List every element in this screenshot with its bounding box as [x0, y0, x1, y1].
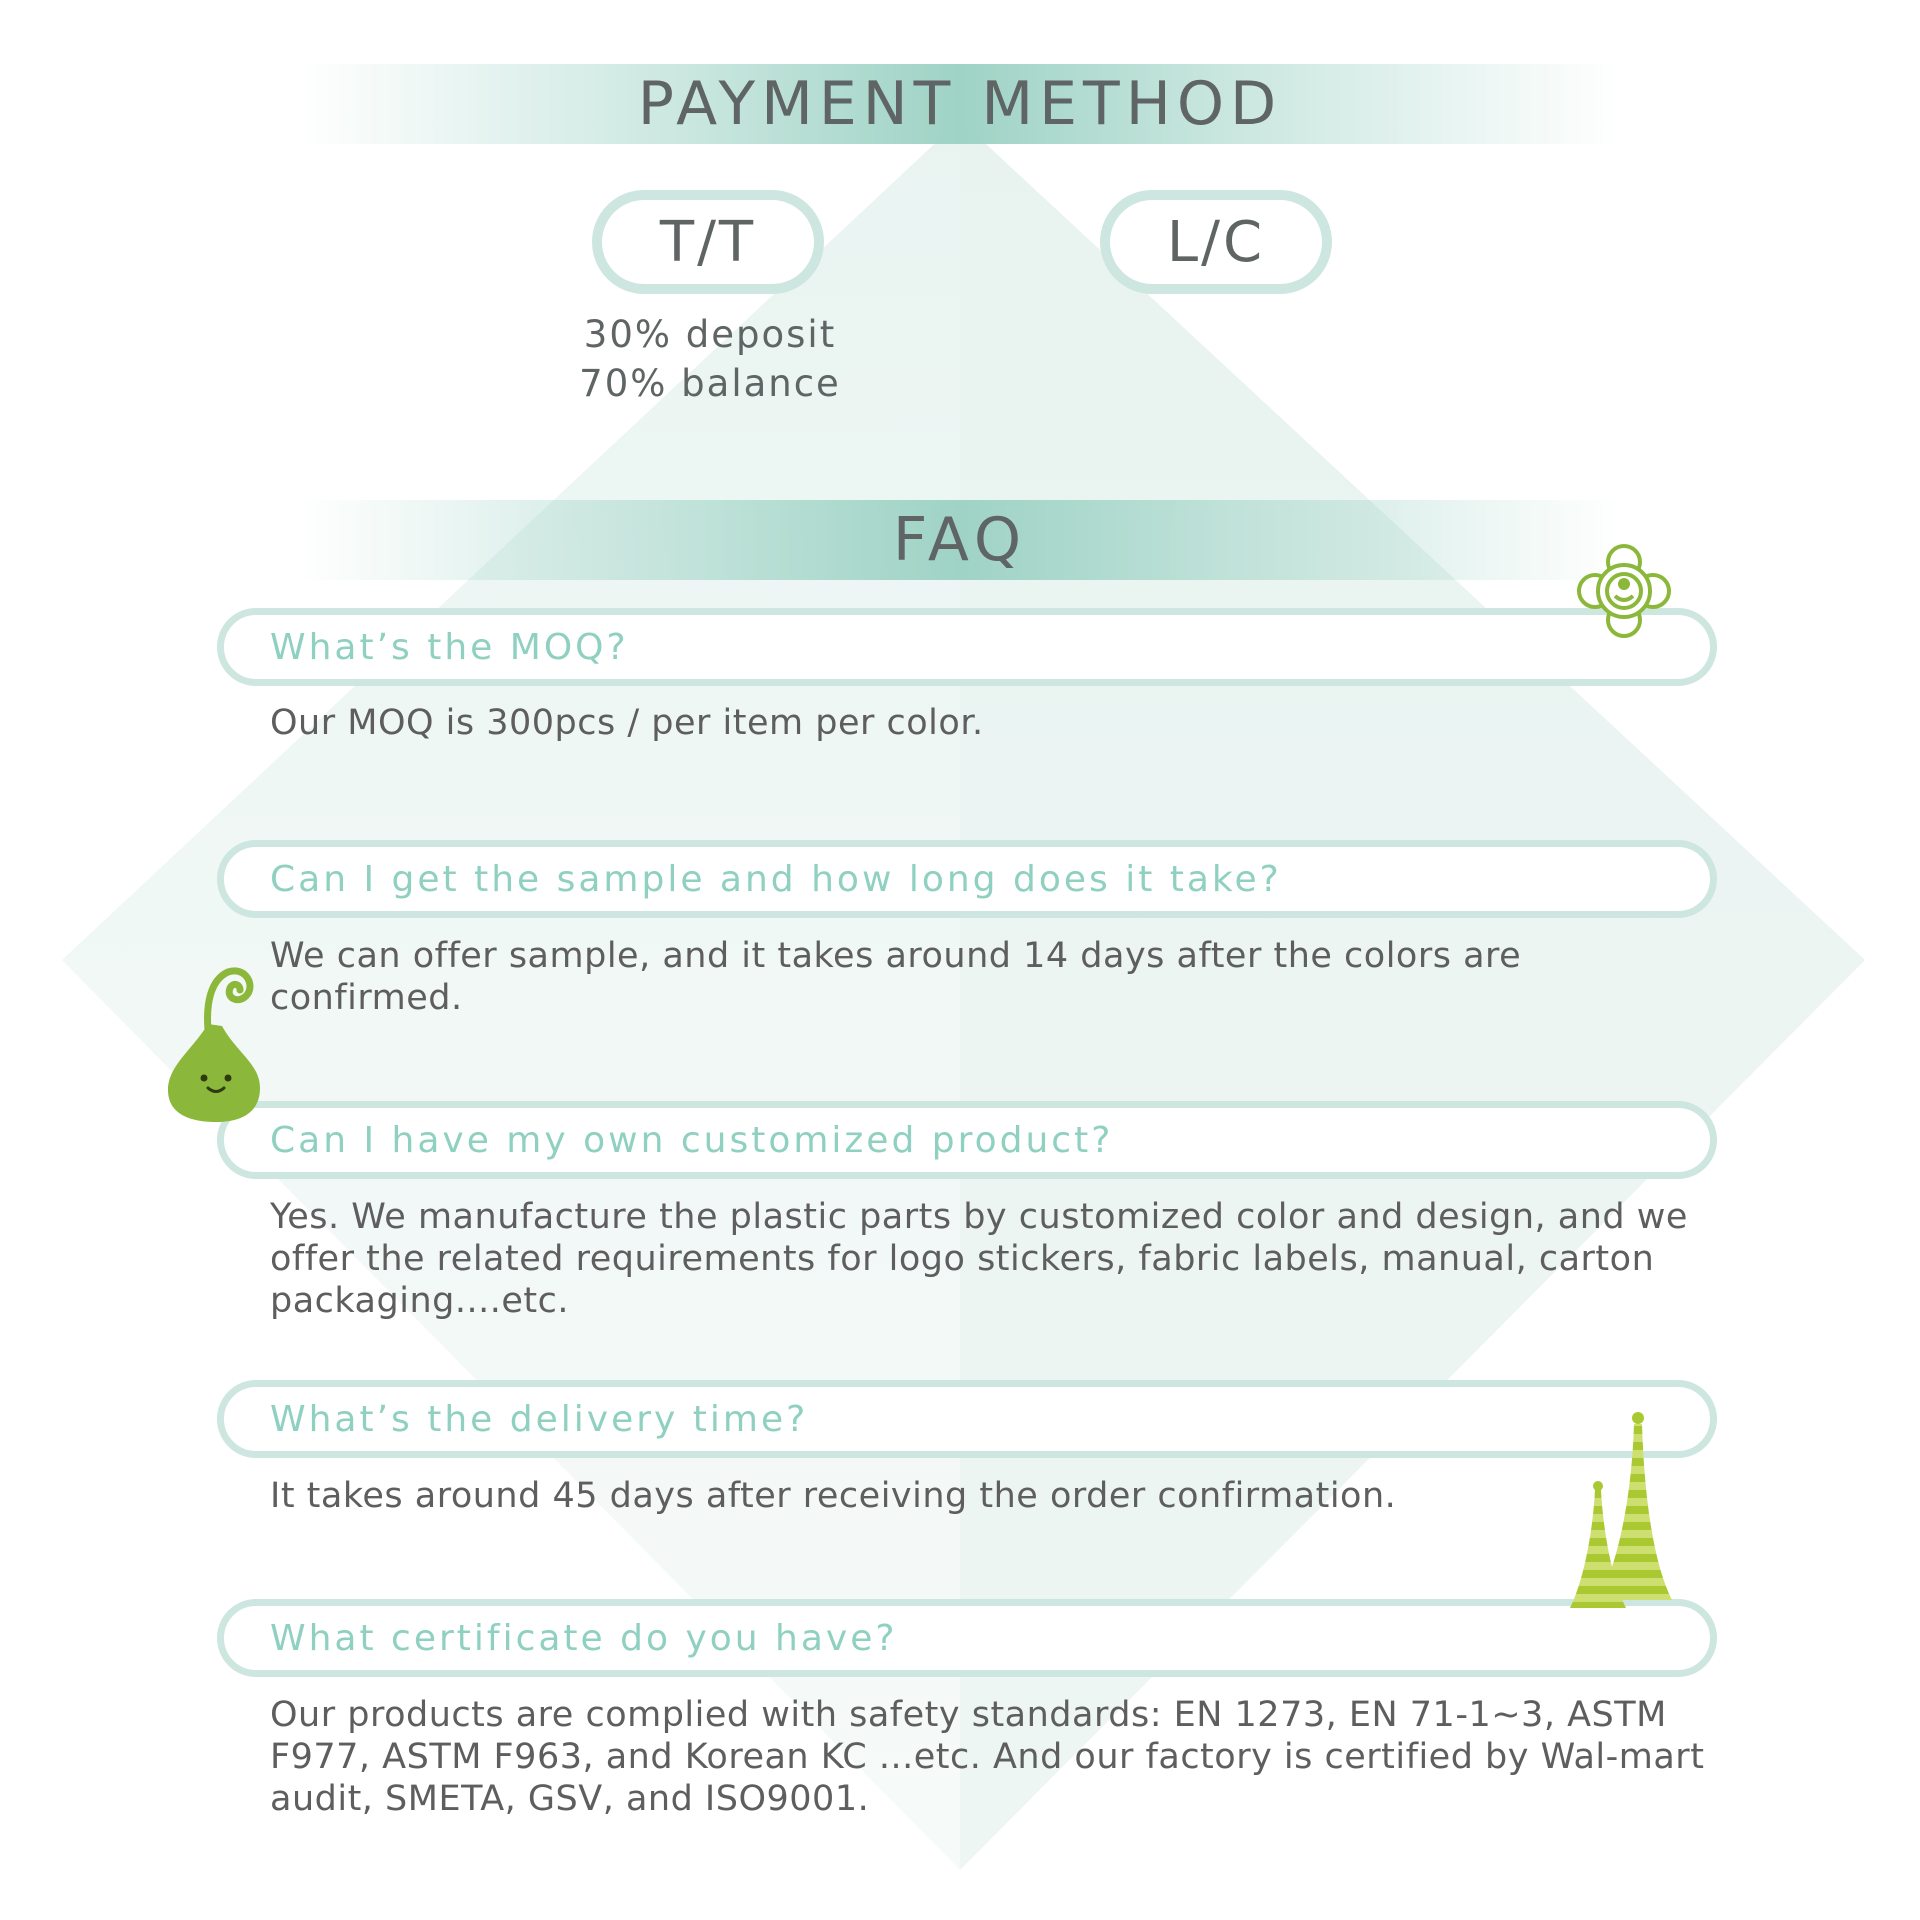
faq-answer-certificate: Our products are complied with safety standards: EN 1273, EN 71-1~3, ASTM F977, ASTM F963, and Korean KC ...etc. And our factory is certified by Wal-mart audit, SMETA, GSV, and ISO9001.: [270, 1695, 1705, 1819]
faq-answer-customized: Yes. We manufacture the plastic parts by customized color and design, and we offer the related requirements for logo stickers, fabric labels, manual, carton packaging....etc.: [270, 1197, 1688, 1321]
flower-icon: [1575, 542, 1673, 640]
faq-question-certificate: [217, 1599, 1717, 1677]
faq-answer-moq: Our MOQ is 300pcs / per item per color.: [270, 703, 984, 743]
tt-balance: 70% balance: [579, 362, 841, 405]
faq-question-sample: [217, 840, 1717, 918]
faq-question-delivery: [217, 1380, 1717, 1458]
tt-terms: [560, 310, 860, 408]
payment-method-header: [300, 64, 1620, 144]
faq-header: [300, 500, 1620, 580]
faq-question-text: Can I have my own customized product?: [270, 1119, 1114, 1161]
cone-towers-icon: [1560, 1410, 1676, 1620]
faq-question-text: What’s the delivery time?: [270, 1398, 809, 1440]
tt-deposit: 30% deposit: [583, 313, 837, 356]
faq-question-text: What certificate do you have?: [270, 1617, 898, 1659]
lc-label: L/C: [1166, 209, 1266, 275]
faq-question-moq: [217, 608, 1717, 686]
faq-answer-sample: We can offer sample, and it takes around 14 days after the colors are confirmed.: [270, 936, 1522, 1018]
payment-method-title: PAYMENT METHOD: [637, 69, 1283, 139]
lc-payment-pill: [1100, 190, 1332, 294]
tt-label: T/T: [659, 209, 757, 275]
faq-question-customized: [217, 1101, 1717, 1179]
faq-question-text: What’s the MOQ?: [270, 626, 629, 668]
sprout-mascot-icon: [162, 960, 268, 1125]
tt-payment-pill: [592, 190, 824, 294]
faq-question-text: Can I get the sample and how long does it take?: [270, 858, 1282, 900]
faq-title: FAQ: [892, 505, 1028, 575]
faq-answer-delivery: It takes around 45 days after receiving the order confirmation.: [270, 1476, 1397, 1516]
